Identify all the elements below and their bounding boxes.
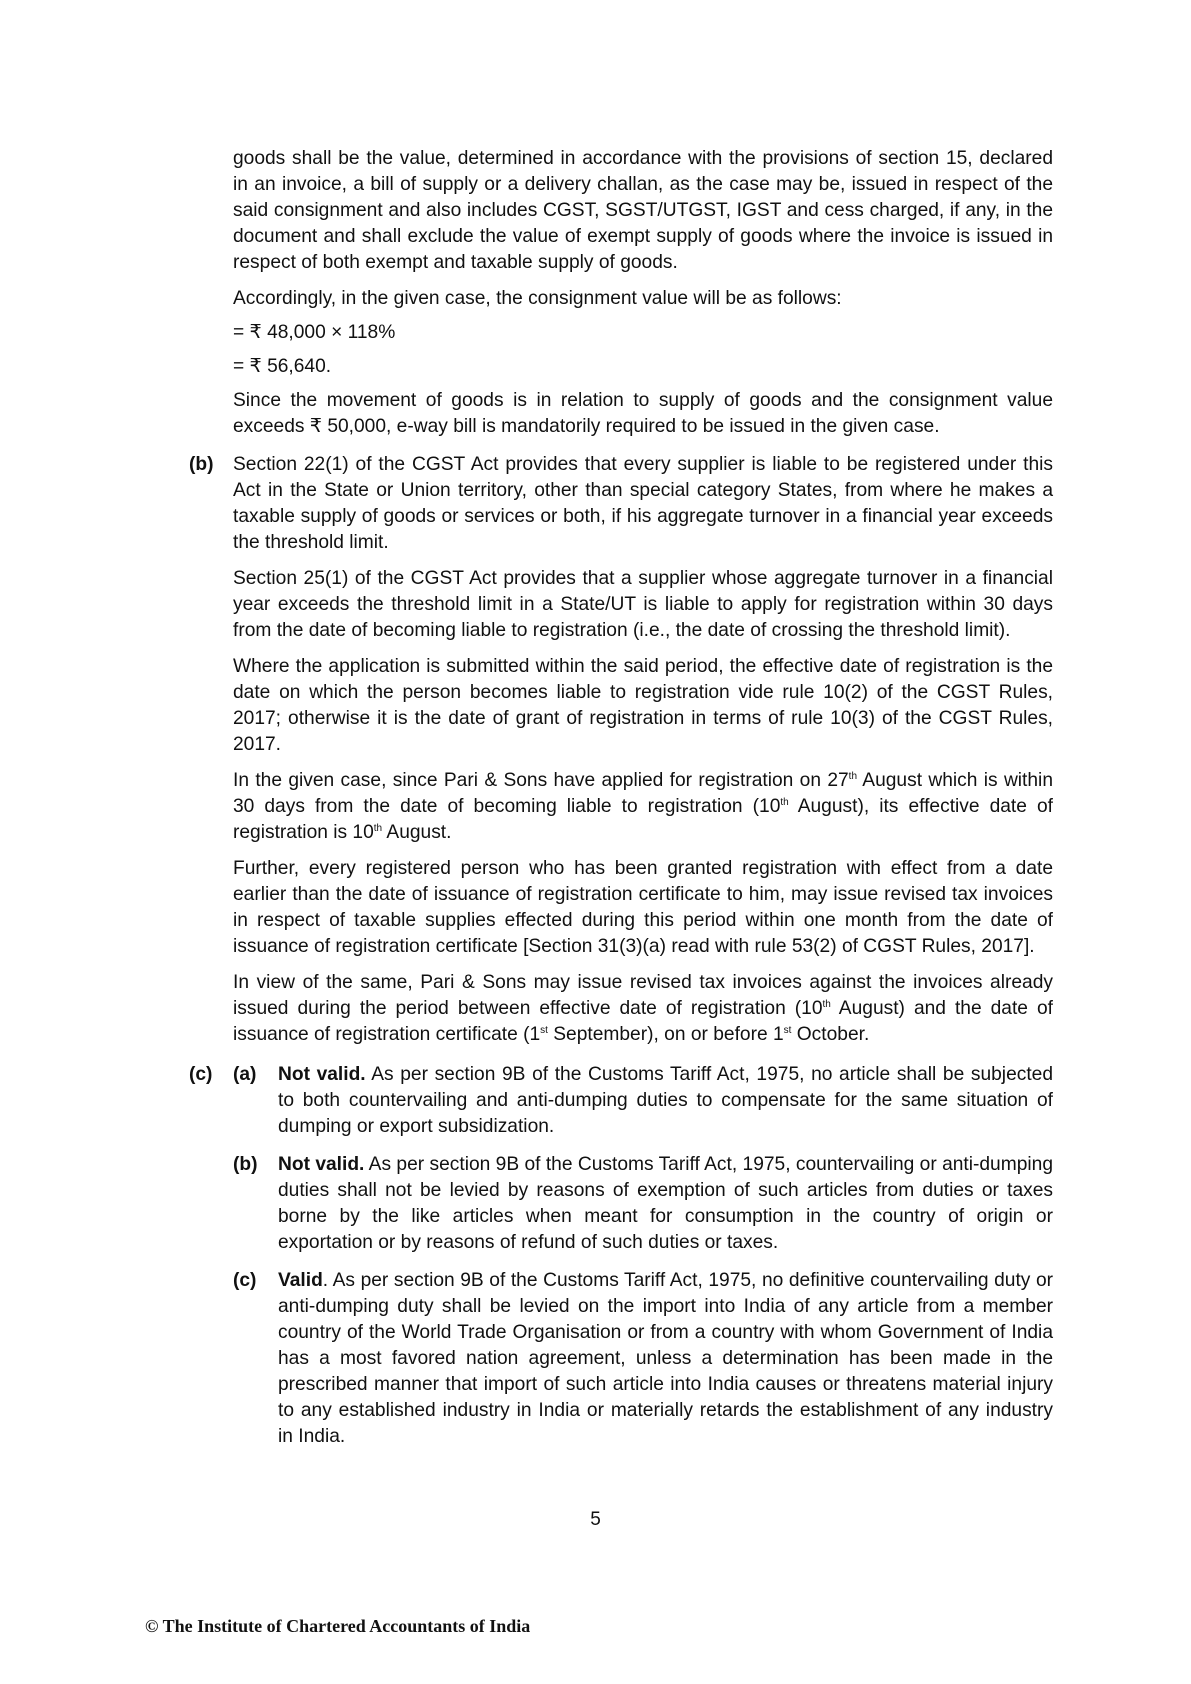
section-b (189, 452, 1053, 1048)
section-b-label: (b) (189, 454, 214, 475)
section-c (189, 1062, 1054, 1450)
section-c-item-a-body: As per section 9B of the Customs Tariff Act, 1975, no article shall be subjected to both countervailing and anti-dumping duties to compensate for the same situation of dumping or export subsidization. (278, 1064, 1054, 1137)
section-b-paragraph-4 (233, 768, 1053, 846)
section-c-item-c-text (278, 1268, 1053, 1450)
paragraph-6-text-2: August) and the date of issuance of registration certificate (1 (233, 998, 1053, 1045)
section-c-label: (c) (189, 1064, 213, 1085)
paragraph-4-text-4: August. (382, 822, 452, 843)
intro-paragraph-3: Since the movement of goods is in relation to supply of goods and the consignment value exceeds ₹ 50,000, e-way bill is mandatorily required to be issued in the given case. (233, 390, 1053, 437)
section-c-item-c-heading: Valid (278, 1270, 323, 1291)
page-content (189, 146, 1054, 1450)
section-c-item-c-label: (c) (233, 1270, 257, 1291)
section-c-item-b-heading: Not valid. (278, 1154, 365, 1175)
section-c-item-b-text (278, 1152, 1053, 1256)
paragraph-6-superscript-2: st (540, 1025, 548, 1036)
section-c-item-b-label: (b) (233, 1154, 258, 1175)
consignment-formula-line-2: = ₹ 56,640. (233, 356, 332, 377)
paragraph-6-text-1: In view of the same, Pari & Sons may issue revised tax invoices against the invoices already issued during the period between effective date of registration (10 (233, 972, 1053, 1019)
section-b-paragraph-2: Section 25(1) of the CGST Act provides that a supplier whose aggregate turnover in a financial year exceeds the threshold limit in a State/UT is liable to apply for registration within 30 days from the date of becoming liable to registration (i.e., the date of crossing the threshold limit). (233, 568, 1053, 641)
footer-copyright: © The Institute of Chartered Accountants of India (145, 1616, 531, 1636)
paragraph-4-superscript-1: th (848, 771, 858, 782)
section-c-item-a-text (278, 1062, 1053, 1140)
paragraph-6-superscript-3: st (783, 1025, 792, 1036)
paragraph-4-text-3: August), its effective date of registration is 10 (233, 796, 1053, 843)
section-c-item-b (233, 1152, 1053, 1256)
section-c-item-b-body: As per section 9B of the Customs Tariff Act, 1975, countervailing or anti-dumping duties shall not be levied by reasons of exemption of such articles from duties or taxes borne by the like articles when meant for consumption in the country of origin or exportation or by reasons of refund of such duties or taxes. (278, 1154, 1053, 1253)
section-c-item-a-label: (a) (233, 1064, 257, 1085)
paragraph-4-text-1: In the given case, since Pari & Sons have applied for registration on 27 (233, 770, 849, 791)
paragraph-4-superscript-3: th (373, 823, 383, 834)
paragraph-6-text-4: October. (791, 1024, 870, 1045)
section-b-paragraph-1: Section 22(1) of the CGST Act provides that every supplier is liable to be registered under this Act in the State or Union territory, other than special category States, from where he makes a taxable supply of goods or services or both, if his aggregate turnover in a financial year exceeds the threshold limit. (233, 454, 1053, 553)
paragraph-4-text-2: August which is within 30 days from the date of becoming liable to registration (10 (233, 770, 1053, 817)
section-c-item-c (233, 1268, 1053, 1450)
section-b-paragraph-5: Further, every registered person who has been granted registration with effect from a date earlier than the date of issuance of registration certificate to him, may issue revised tax invoices in respect of taxable supplies effected during this period within one month from the date of issuance of registration certificate [Section 31(3)(a) read with rule 53(2) of CGST Rules, 2017]. (233, 858, 1053, 957)
section-b-paragraph-3: Where the application is submitted within the said period, the effective date of registration is the date on which the person becomes liable to registration vide rule 10(2) of the CGST Rules, 2017; otherwise it is the date of grant of registration in terms of rule 10(3) of the CGST Rules, 2017. (233, 656, 1053, 755)
paragraph-6-superscript-1: th (822, 999, 831, 1010)
paragraph-4-superscript-2: th (780, 797, 789, 808)
paragraph-6-text-3: September), on or before 1 (547, 1024, 784, 1045)
consignment-formula-line-1: = ₹ 48,000 × 118% (233, 322, 396, 343)
intro-paragraph-2: Accordingly, in the given case, the consignment value will be as follows: (233, 288, 842, 309)
section-b-paragraph-6 (233, 970, 1053, 1048)
page-number: 5 (590, 1509, 601, 1530)
section-c-item-a (233, 1062, 1053, 1140)
section-c-item-c-body: . As per section 9B of the Customs Tariff Act, 1975, no definitive countervailing duty or anti-dumping duty shall be levied on the import into India of any article from a member country of the World Trade Organisation or from a country with whom Government of India has a most favored nation agreement, unless a determination has been made in the prescribed manner that import of such article into India causes or threatens material injury to any established industry in India or materially retards the establishment of any industry in India. (278, 1270, 1053, 1447)
intro-block (233, 146, 1053, 440)
intro-paragraph-1: goods shall be the value, determined in accordance with the provisions of section 15, declared in an invoice, a bill of supply or a delivery challan, as the case may be, issued in respect of the said consignment and also includes CGST, SGST/UTGST, IGST and cess charged, if any, in the document and shall exclude the value of exempt supply of goods where the invoice is issued in respect of both exempt and taxable supply of goods. (233, 148, 1053, 273)
section-c-item-a-heading: Not valid. (278, 1064, 366, 1085)
